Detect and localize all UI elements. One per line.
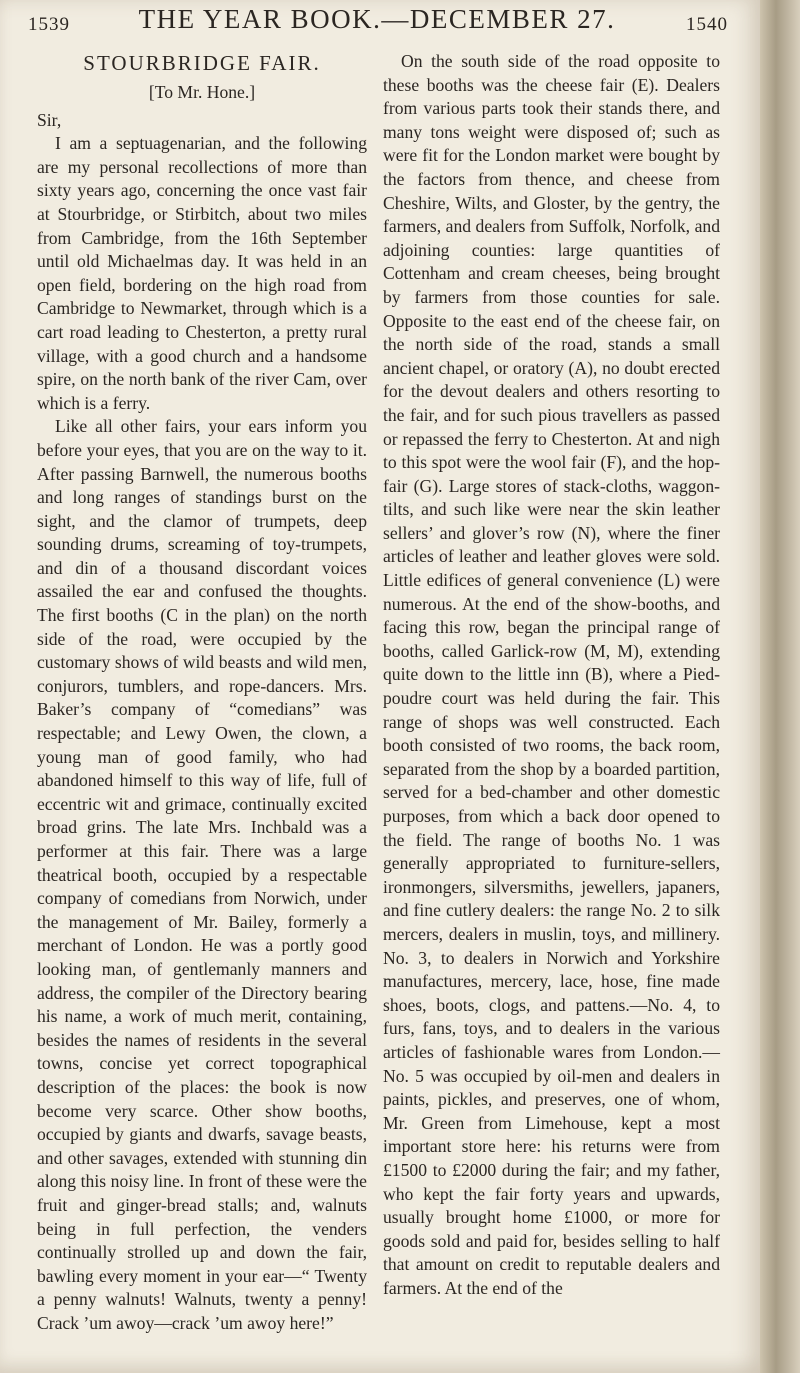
article-title: STOURBRIDGE FAIR. bbox=[83, 51, 321, 75]
right-column bbox=[383, 50, 720, 1300]
salutation: Sir, bbox=[37, 109, 62, 130]
page-number-left: 1539 bbox=[28, 14, 70, 35]
paragraph: On the south side of the road opposite to these booths was the cheese fair (E). Dealers from various parts took their stands there, and many tons weight were disposed of; such as were fit for the London market were bought by the factors from thence, and cheese from Cheshire, Wilts, and Gloster, by the gentry, the farmers, and dealers from Suffolk, Norfolk, and adjoining counties: large quantities of Cottenham and cream cheeses, being brought by farmers from those counties for sale. Opposite to the east end of the cheese fair, on the north side of the road, stands a small ancient chapel, or oratory (A), no doubt erected for the devout dealers and others resorting to the fair, and for such pious travellers as passed or repassed the ferry to Chesterton. At and nigh to this spot were the wool fair (F), and the hop-fair (G). Large stores of stack-cloths, waggon-tilts, and such like were near the skin leather sellers’ and glover’s row (N), where the finer articles of leather and leather gloves were sold. Little edifices of general convenience (L) were numerous. At the end of the show-booths, and facing this row, began the principal range of booths, called Garlick-row (M, M), extending quite down to the little inn (B), where a Pied-poudre court was held during the fair. This range of shops was well constructed. Each booth consisted of two rooms, the back room, separated from the shop by a boarded partition, served for a bed-chamber and other domestic purposes, from which a back door opened to the field. The range of booths No. 1 was generally appropriated to furniture-sellers, ironmongers, silversmiths, jewellers, japaners, and fine cutlery dealers: the range No. 2 to silk mercers, dealers in muslin, toys, and millinery. No. 3, to dealers in Norwich and Yorkshire manufactures, mercery, lace, hose, fine made shoes, boots, clogs, and pattens.—No. 4, to furs, fans, toys, and to dealers in the various articles of fashionable wares from London.—No. 5 was occupied by oil-men and dealers in paints, pickles, and preserves, one of whom, Mr. Green from Limehouse, kept a most important store here: his returns were from £1500 to £2000 during the fair; and my father, who kept the fair forty years and upwards, usually brought home £1000, or more for goods sold and paid for, besides selling to half that amount on credit to reputable dealers and farmers. At the end of the bbox=[383, 51, 720, 1298]
running-head bbox=[28, 2, 728, 36]
paragraph: I am a septuagenarian, and the following are my personal recollections of more than sixty years ago, concerning the once vast fair at Stourbridge, or Stirbitch, about two miles from Cambridge, from the 16th September until old Michaelmas day. It was held in an open field, bordering on the high road from Cambridge to Newmarket, through which is a cart road leading to Chesterton, a pretty rural village, with a good church and a handsome spire, on the north bank of the river Cam, over which is a ferry. bbox=[37, 133, 367, 413]
page-edge bbox=[760, 0, 800, 1373]
left-column bbox=[37, 50, 367, 1335]
paragraph: Like all other fairs, your ears inform you before your eyes, that you are on the way to it. After passing Barnwell, the numerous booths and long ranges of standings burst on the sight, and the clamor of trumpets, deep sounding drums, screaming of toy-trumpets, and din of a thousand discordant voices assailed the ear and confused the thoughts. The first booths (C in the plan) on the north side of the road, were occupied by the customary shows of wild beasts and wild men, conjurors, tumblers, and rope-dancers. Mrs. Baker’s company of “comedians” was respectable; and Lewy Owen, the clown, a young man of good family, who had abandoned himself to this way of life, full of eccentric wit and grimace, continually excited broad grins. The late Mrs. Inchbald was a performer at this fair. There was a large theatrical booth, occupied by a respectable company of comedians from Norwich, under the management of Mr. Bailey, formerly a merchant of London. He was a portly good looking man, of gentlemanly manners and address, the compiler of the Directory bearing his name, a work of much merit, containing, besides the names of residents in the several towns, concise yet correct topographical description of the places: the book is now become very scarce. Other show booths, occupied by giants and dwarfs, savage beasts, and other savages, extended with stunning din along this noisy line. In front of these were the fruit and ginger-bread stalls; and, walnuts being in full perfection, the venders continually strolled up and down the fair, bawling every moment in your ear—“ Twenty a penny walnuts! Walnuts, twenty a penny! Crack ’um awoy—crack ’um awoy here!” bbox=[37, 416, 367, 1333]
running-title: THE YEAR BOOK.—DECEMBER 27. bbox=[138, 4, 616, 34]
page-number-right: 1540 bbox=[686, 14, 728, 35]
addressee: [To Mr. Hone.] bbox=[148, 82, 256, 102]
